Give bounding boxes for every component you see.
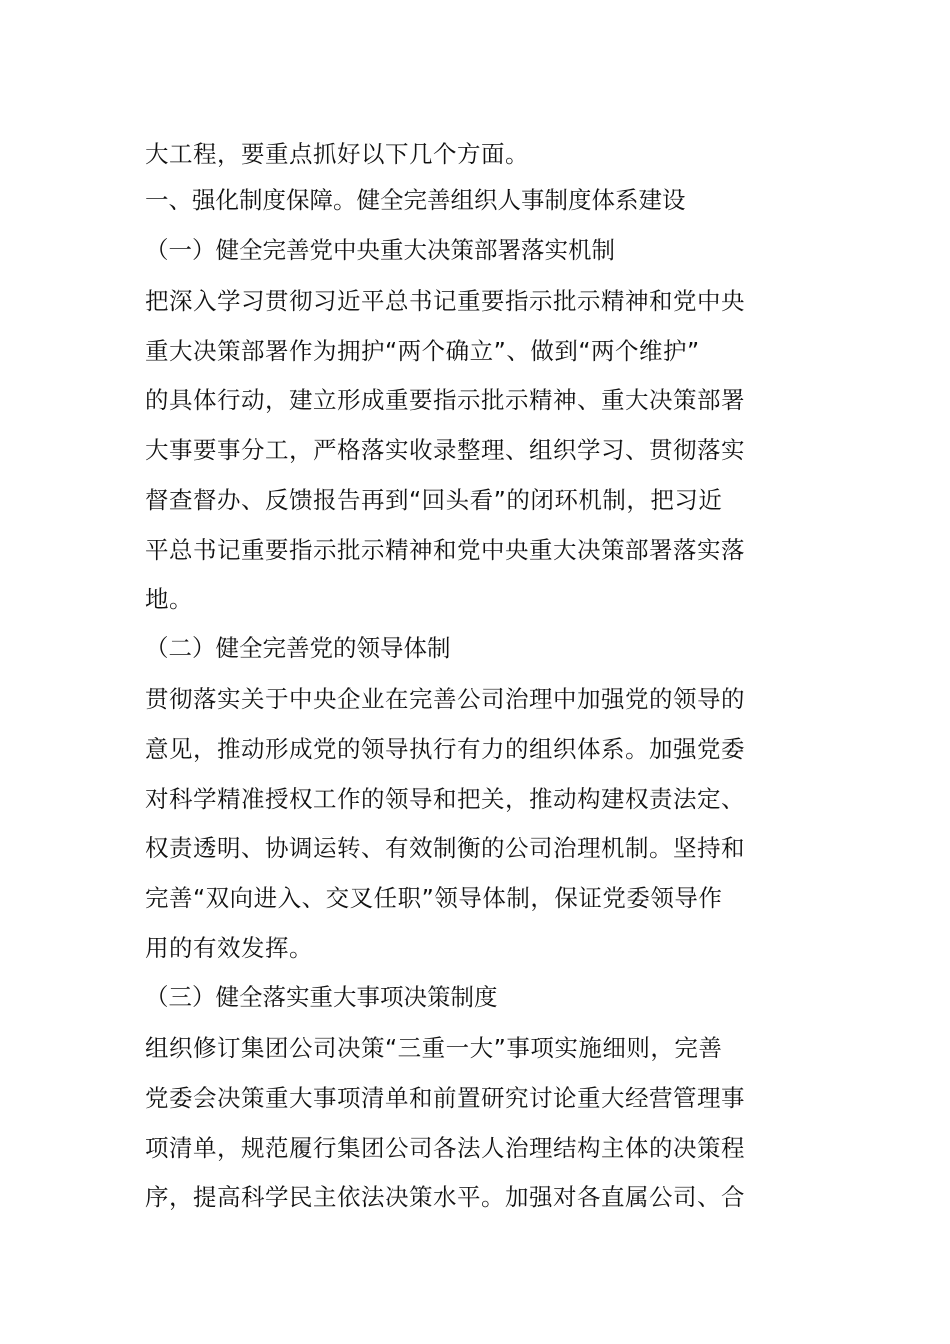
text-line: 完善“双向进入、交叉任职”领导体制，保证党委领导作 bbox=[145, 884, 723, 912]
subsection-heading: （二）健全完善党的领导体制 bbox=[145, 634, 451, 662]
text-line: 组织修订集团公司决策“三重一大”事项实施细则，完善 bbox=[145, 1034, 723, 1062]
text-line: 把深入学习贯彻习近平总书记重要指示批示精神和党中央 bbox=[145, 287, 745, 315]
text-line: 党委会决策重大事项清单和前置研究讨论重大经营管理事 bbox=[145, 1084, 745, 1112]
text-line: 项清单，规范履行集团公司各法人治理结构主体的决策程 bbox=[145, 1134, 745, 1162]
text-line: 地。 bbox=[145, 585, 193, 613]
section-heading: 一、强化制度保障。健全完善组织人事制度体系建设 bbox=[145, 186, 686, 214]
text-line: 大工程，要重点抓好以下几个方面。 bbox=[145, 140, 529, 168]
text-line: 用的有效发挥。 bbox=[145, 934, 313, 962]
subsection-heading: （三）健全落实重大事项决策制度 bbox=[145, 983, 498, 1011]
text-line: 对科学精准授权工作的领导和把关，推动构建权责法定、 bbox=[145, 785, 745, 813]
text-line: 重大决策部署作为拥护“两个确立”、做到“两个维护” bbox=[145, 337, 700, 365]
text-line: 权责透明、协调运转、有效制衡的公司治理机制。坚持和 bbox=[145, 834, 745, 862]
text-line: 序，提高科学民主依法决策水平。加强对各直属公司、合 bbox=[145, 1183, 745, 1211]
text-line: 平总书记重要指示批示精神和党中央重大决策部署落实落 bbox=[145, 536, 745, 564]
text-line: 意见，推动形成党的领导执行有力的组织体系。加强党委 bbox=[145, 735, 745, 763]
text-line: 的具体行动，建立形成重要指示批示精神、重大决策部署 bbox=[145, 386, 745, 414]
text-line: 贯彻落实关于中央企业在完善公司治理中加强党的领导的 bbox=[145, 685, 745, 713]
subsection-heading: （一）健全完善党中央重大决策部署落实机制 bbox=[145, 236, 615, 264]
text-line: 督查督办、反馈报告再到“回头看”的闭环机制，把习近 bbox=[145, 486, 723, 514]
text-line: 大事要事分工，严格落实收录整理、组织学习、贯彻落实 bbox=[145, 436, 745, 464]
